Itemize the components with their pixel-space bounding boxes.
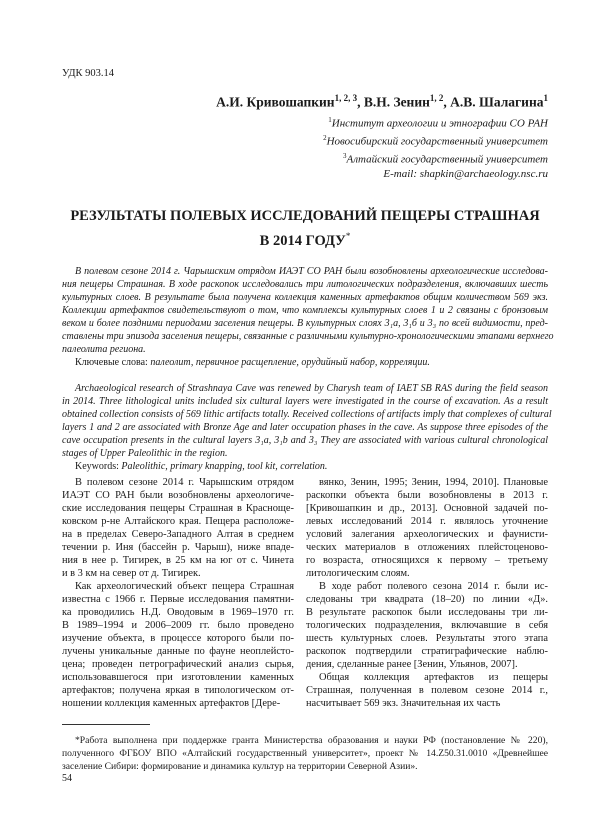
footnote-divider <box>62 724 150 725</box>
keywords-label: Ключевые слова: <box>75 357 151 368</box>
text-line: obtained collection consists of 569 lithic artifacts totally. Received collections of artifacts imply that complexes of cultural <box>62 409 552 420</box>
article-title <box>62 206 548 251</box>
affiliation-mark: 1 <box>328 116 332 124</box>
text-line: ческих материалов в отложениях плейстоценово- <box>306 542 548 553</box>
abstract-ru <box>62 265 554 356</box>
text-line: В ходе работ полевого сезона 2014 г. были ис- <box>319 581 548 592</box>
text-line: В полевом сезоне 2014 г. Чарышским отрядом <box>75 477 294 488</box>
author-affil-marks: 1, 2, 3 <box>334 93 358 103</box>
abstract-en <box>62 382 552 460</box>
text-line: ставлены три эпизода заселения пещеры, связанные с различными культурно-хронологическими этапами верхнего <box>62 331 554 342</box>
text-line: ка проводились Н.Д. Оводовым в 1969–1970 гг. <box>62 607 294 618</box>
text-line: ИАЭТ СО РАН были возобновлены археологиче- <box>62 490 294 501</box>
text-line: Как археологический объект пещера Страшная <box>75 581 294 592</box>
title-line: В 2014 ГОДУ <box>259 232 346 249</box>
affiliation-text: Институт археологии и этнографии СО РАН <box>331 117 548 130</box>
affiliations <box>323 113 548 182</box>
title-line: РЕЗУЛЬТАТЫ ПОЛЕВЫХ ИССЛЕДОВАНИЙ ПЕЩЕРЫ СТРАШНАЯ <box>70 208 540 224</box>
footnote <box>62 734 548 773</box>
affiliation-text: Новосибирский государственный университет <box>326 135 548 148</box>
body-column-left <box>62 476 294 710</box>
keywords-label: Keywords: <box>75 461 122 472</box>
text-line: раскопки объекта были возобновлены в 2013 г. <box>306 490 548 501</box>
text-line: *Работа выполнена при поддержке гранта Министерства образования и науки РФ (постановление № 220), <box>75 735 548 746</box>
keywords-ru <box>62 356 430 369</box>
text-line: вянко, Зенин, 1995; Зенин, 1994, 2010]. Плановые <box>319 477 548 488</box>
text-line: и в 3 км на север от д. Тигирек. <box>62 568 201 579</box>
affiliation <box>323 131 548 149</box>
keywords-value: палеолит, первичное расщепление, орудийный набор, корреляции. <box>150 357 430 368</box>
email: E-mail: shapkin@archaeology.nsc.ru <box>383 168 548 181</box>
text-line: го возраста, относящихся к первому – третьему <box>306 555 548 566</box>
author-affil-marks: 1, 2 <box>429 93 444 103</box>
text-line: [Кривошапкин и др., 2013]. Основной задачей по- <box>306 503 548 514</box>
author-separator: , <box>443 94 451 110</box>
text-line: полученного ФГБОУ ВПО «Алтайский государственный университет», проект № 14.Z50.31.0010 «Древнейшее <box>62 748 548 759</box>
text-line: веком и более поздними периодами заселения пещеры. В культурных слоях 3₁а, 3₁б и 3₃ по всей видимости, пред- <box>62 318 548 329</box>
text-line: раскопок подтвердили стратиграфические наблю- <box>306 646 548 657</box>
text-line: на в пределах Северо-Западного Алтая в среднем <box>62 529 294 540</box>
text-line: В полевом сезоне 2014 г. Чарышским отрядом ИАЭТ СО РАН были возобновлены археологические исследова- <box>75 266 548 277</box>
text-line: В результате раскопок были исследованы три ли- <box>306 607 548 618</box>
text-line: ния пещеры Страшная. В ходе раскопок исследовались три литологических подразделения, включавших шесть <box>62 279 548 290</box>
text-line: заселение Сибири: формирование и динамика культур на территории Северной Азии». <box>62 761 418 772</box>
keywords-value: Paleolithic, primary knapping, tool kit, correlation. <box>121 461 328 472</box>
text-line: Страшная, полученная в полевом сезоне 2014 г., <box>306 685 548 696</box>
text-line: течении р. Иня (бассейн р. Чарыш), ниже впаде- <box>62 542 294 553</box>
author-name: А.В. Шалагина <box>450 94 544 110</box>
text-line: использовавшегося при изготовлении каменных <box>62 672 294 683</box>
affiliation-text: Алтайский государственный университет <box>346 153 548 166</box>
text-line: Коллекции артефактов свидетельствуют о том, что комплексы культурных слоев 1 и 2 связаны с бронзовым <box>62 305 548 316</box>
text-line: шесть культурных слоев. Результаты этого этапа <box>306 633 548 644</box>
affiliation-mark: 2 <box>323 134 327 143</box>
text-line: насчитывает 569 экз. Значительная их часть <box>306 698 501 709</box>
text-line: условий залегания археологических и фаунисти- <box>306 529 548 540</box>
text-line: тологических подразделения, включавшие в себя <box>306 620 548 631</box>
author-name: В.Н. Зенин <box>363 94 430 110</box>
text-line: культурных слоев. В результате была получена коллекция каменных артефактов общим количеством 569 экз. <box>62 292 548 303</box>
text-line: лучены уникальные данные по фауне неоплейсто- <box>62 646 294 657</box>
text-line: ношении коллекция каменных артефактов [Дере- <box>62 698 281 709</box>
footnote-mark: * <box>345 231 351 241</box>
text-line: stages of Upper Paleolithic in the region. <box>62 448 228 459</box>
text-line: левых исследований 2014 г. являлось уточнение <box>306 516 548 527</box>
affiliation <box>323 149 548 167</box>
text-line: ские исследования пещеры Страшная в Красноще- <box>62 503 294 514</box>
body-column-right <box>306 476 548 710</box>
keywords-en <box>62 460 327 473</box>
text-line: следованы три квадрата (18–20) по линии «Д». <box>306 594 548 605</box>
text-line: Archaeological research of Strashnaya Cave was renewed by Charysh team of IAET SB RAS during the field season <box>75 383 548 394</box>
text-line: ковском р-не Алтайского края. Пещера расположе- <box>62 516 294 527</box>
authors <box>216 93 548 111</box>
text-line: in 2014. Three lithological units included six cultural layers were investigated in the course of excavation. As a result <box>62 396 548 407</box>
text-line: артефактов; получена яркая в типологическом от- <box>62 685 294 696</box>
text-line: Общая коллекция артефактов из пещеры <box>319 672 548 683</box>
affiliation-mark: 3 <box>343 152 347 161</box>
text-line: В 1989–1994 и 2006–2009 гг. было проведено <box>62 620 294 631</box>
text-line: известна с 1966 г. Первые исследования памятни- <box>62 594 294 605</box>
text-line: layers 1 and 2 are associated with Bronze Age and later occupation phases in the cave. As suppose three episodes of the <box>62 422 548 433</box>
udk-code: УДК 903.14 <box>62 68 115 79</box>
author-separator: , <box>357 94 364 110</box>
affiliation <box>323 113 548 131</box>
author-name: А.И. Кривошапкин <box>216 94 335 110</box>
text-line: ния в нее р. Тигирек, в 25 км на юг от с. Чинета <box>62 555 294 566</box>
text-line: палеолита региона. <box>62 344 146 355</box>
page-number: 54 <box>62 773 72 784</box>
text-line: литологическим слоям. <box>306 568 410 579</box>
text-line: cave occupation presents in the cultural layers 3₁a, 3₁b and 3₃ They are associated with various cultural chronological <box>62 435 548 446</box>
author-affil-marks: 1 <box>543 93 548 103</box>
text-line: дения, сделанные ранее [Зенин, Ульянов, 2007]. <box>306 659 518 670</box>
text-line: изучение объекта, в процессе которого были по- <box>62 633 294 644</box>
text-line: цена; проведен петрографический анализ сырья, <box>62 659 294 670</box>
